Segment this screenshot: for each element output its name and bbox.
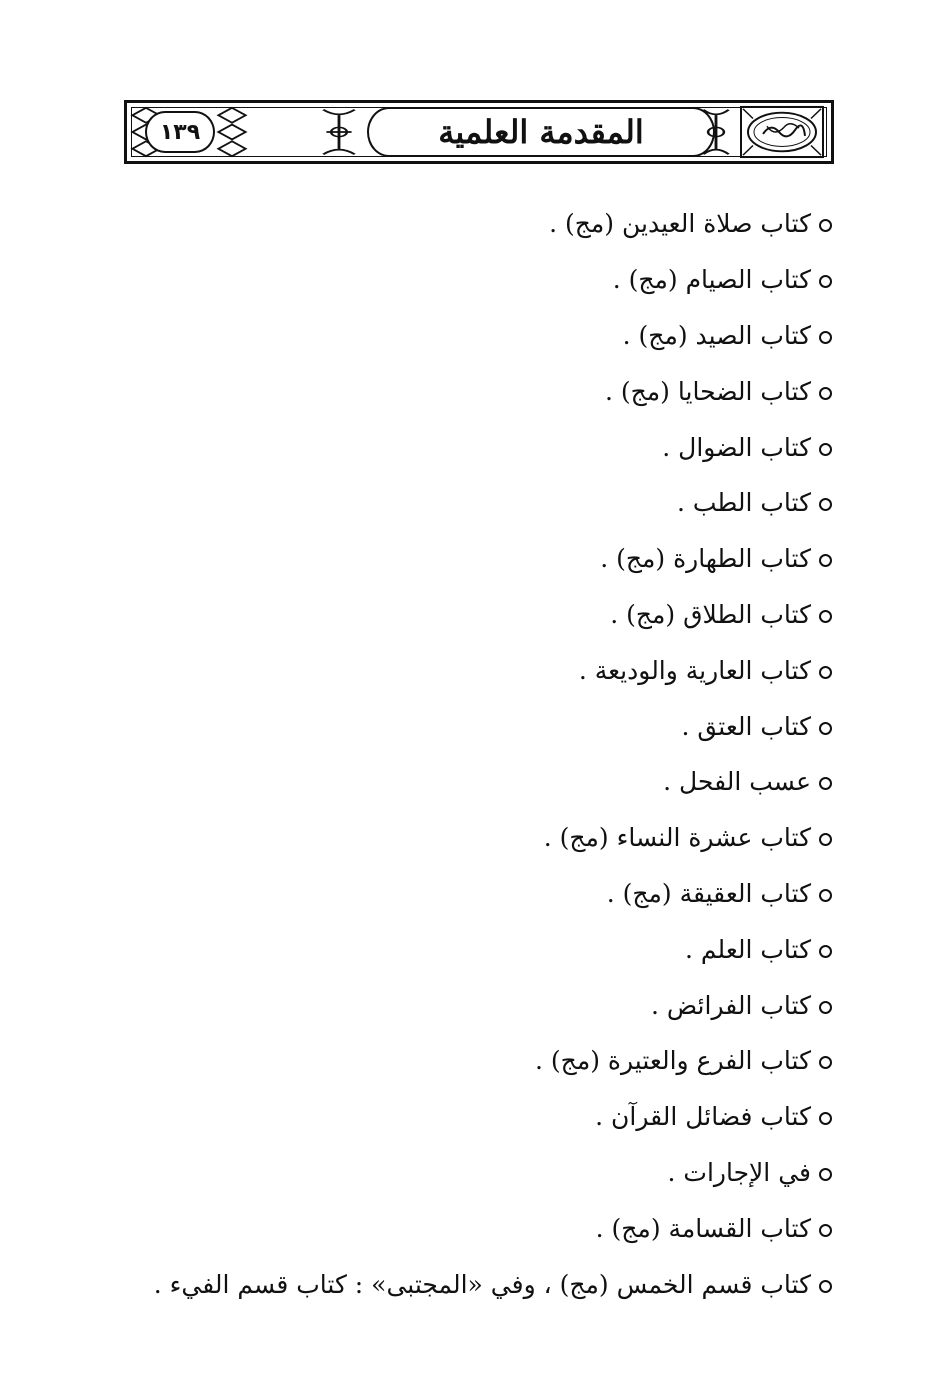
list-item	[132, 1145, 832, 1201]
page-header	[124, 100, 834, 164]
circle-bullet-icon	[819, 219, 832, 232]
title-plate	[367, 107, 715, 157]
page-number: ١٣٩	[159, 119, 201, 145]
list-item	[132, 1033, 832, 1089]
page-number-plate	[145, 111, 215, 153]
list-item	[132, 587, 832, 643]
entry-text: كتاب الفرع والعتيرة (مج) .	[535, 1046, 811, 1076]
entry-text: كتاب عشرة النساء (مج) .	[543, 823, 811, 853]
circle-bullet-icon	[819, 722, 832, 735]
list-item	[132, 866, 832, 922]
list-item	[132, 531, 832, 587]
circle-bullet-icon	[819, 443, 832, 456]
circle-bullet-icon	[819, 387, 832, 400]
entry-list	[132, 196, 832, 1312]
circle-bullet-icon	[819, 1168, 832, 1181]
page-title: المقدمة العلمية	[438, 113, 644, 151]
circle-bullet-icon	[819, 1001, 832, 1014]
list-item	[132, 475, 832, 531]
list-item	[132, 308, 832, 364]
circle-bullet-icon	[819, 331, 832, 344]
list-item	[132, 419, 832, 475]
list-item	[132, 196, 832, 252]
list-item	[132, 1256, 832, 1312]
list-item	[132, 977, 832, 1033]
circle-bullet-icon	[819, 1280, 832, 1293]
list-item	[132, 1089, 832, 1145]
entry-text: كتاب الطلاق (مج) .	[610, 599, 811, 629]
entry-text: كتاب الطب .	[676, 488, 811, 518]
quran-emblem-icon	[739, 105, 825, 159]
circle-bullet-icon	[819, 554, 832, 567]
circle-bullet-icon	[819, 777, 832, 790]
entry-text: كتاب الصيام (مج) .	[612, 265, 811, 295]
entry-text: عسب الفحل .	[663, 767, 811, 797]
list-item	[132, 810, 832, 866]
list-item	[132, 921, 832, 977]
circle-bullet-icon	[819, 1112, 832, 1125]
list-item	[132, 754, 832, 810]
list-item	[132, 642, 832, 698]
list-item	[132, 363, 832, 419]
circle-bullet-icon	[819, 610, 832, 623]
entry-text: كتاب العارية والوديعة .	[578, 655, 811, 685]
entry-text: كتاب الضحايا (مج) .	[605, 376, 811, 406]
circle-bullet-icon	[819, 1224, 832, 1237]
circle-bullet-icon	[819, 945, 832, 958]
circle-bullet-icon	[819, 498, 832, 511]
list-item	[132, 698, 832, 754]
circle-bullet-icon	[819, 666, 832, 679]
ornament-strip-icon	[317, 106, 361, 158]
entry-text: كتاب الضوال .	[662, 432, 811, 462]
entry-text: في الإجارات .	[667, 1157, 811, 1187]
entry-text: كتاب القسامة (مج) .	[595, 1213, 811, 1243]
entry-text: كتاب الفرائض .	[651, 990, 811, 1020]
circle-bullet-icon	[819, 275, 832, 288]
entry-text: كتاب قسم الخمس (مج) ، وفي «المجتبى» : كتاب قسم الفيء .	[153, 1269, 811, 1299]
circle-bullet-icon	[819, 1056, 832, 1069]
entry-text: كتاب الطهارة (مج) .	[600, 544, 811, 574]
ornament-strip-icon	[215, 106, 249, 158]
entry-text: كتاب العتق .	[681, 711, 811, 741]
list-item	[132, 252, 832, 308]
circle-bullet-icon	[819, 833, 832, 846]
entry-text: كتاب صلاة العيدين (مج) .	[549, 209, 811, 239]
entry-text: كتاب العقيقة (مج) .	[606, 878, 811, 908]
entry-text: كتاب الصيد (مج) .	[622, 320, 811, 350]
list-item	[132, 1200, 832, 1256]
circle-bullet-icon	[819, 889, 832, 902]
entry-text: كتاب فضائل القرآن .	[595, 1102, 811, 1132]
entry-text: كتاب العلم .	[685, 934, 811, 964]
ornament-strip-icon	[697, 106, 735, 158]
